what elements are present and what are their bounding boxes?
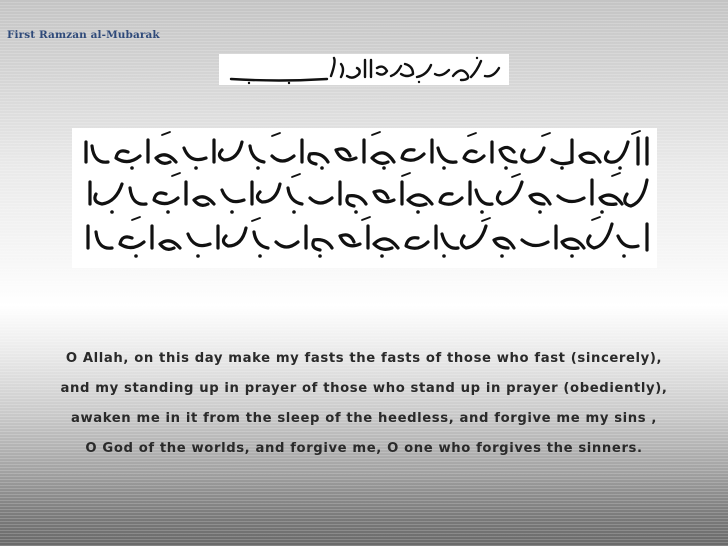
bismillah-image	[219, 54, 509, 85]
arabic-dua-image	[72, 128, 657, 268]
translation-line: O Allah, on this day make my fasts the fasts of those who fast (sincerely),	[65, 351, 663, 366]
translation-line: O God of the worlds, and forgive me, O one who forgives the sinners.	[85, 441, 643, 456]
arabic-dua-calligraphy	[72, 128, 657, 268]
translation-text	[40, 344, 688, 464]
translation-line: awaken me in it from the sleep of the heedless, and forgive me my sins ,	[70, 411, 658, 426]
translation-line: and my standing up in prayer of those who stand up in prayer (obediently),	[60, 381, 668, 396]
bismillah-calligraphy	[219, 54, 509, 85]
slide-title: First Ramzan al-Mubarak	[7, 29, 160, 41]
